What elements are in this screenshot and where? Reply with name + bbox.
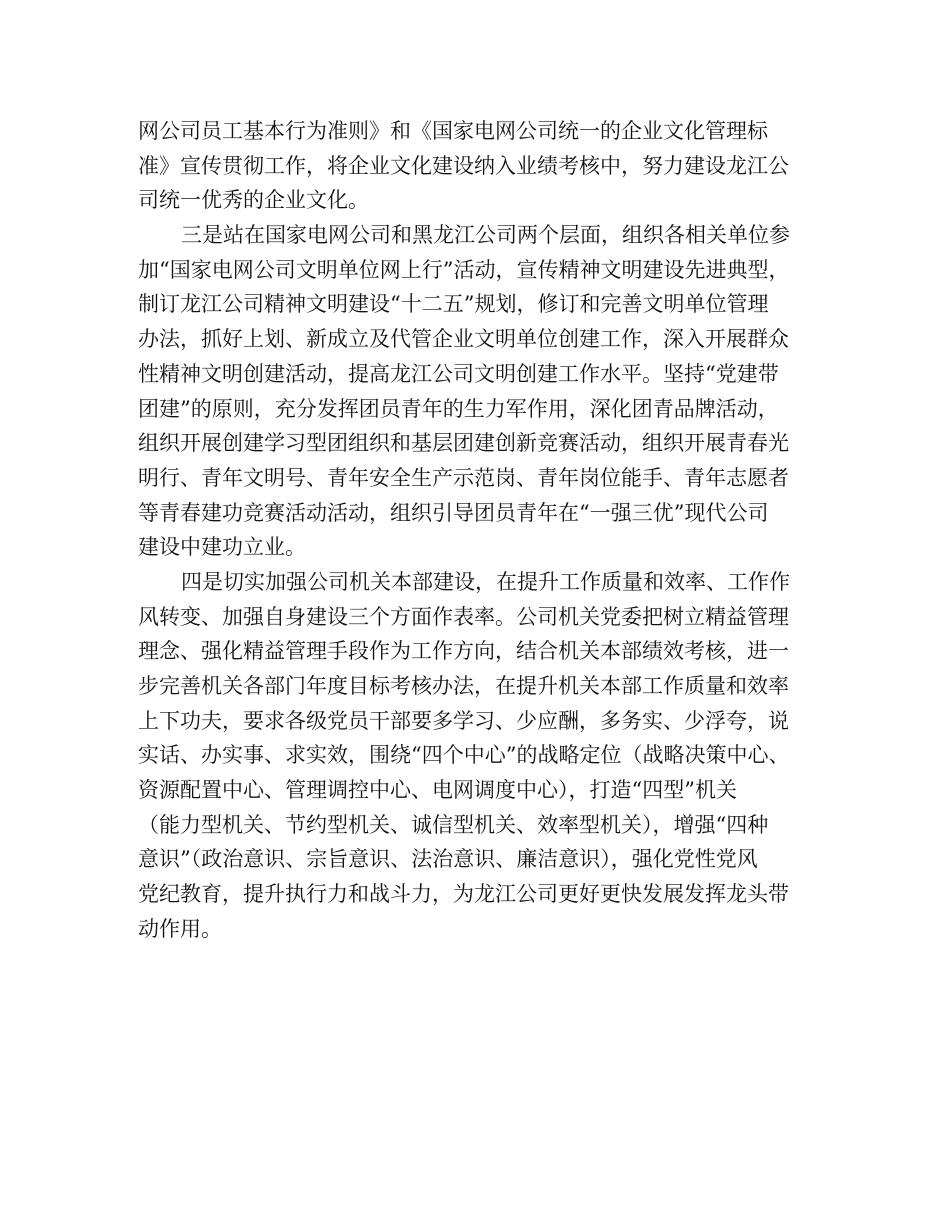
paragraph-2 <box>138 218 828 565</box>
text-line: 准》宣传贯彻工作，将企业文化建设纳入业绩考核中，努力建设龙江公 <box>138 153 789 178</box>
text-line: 等青春建功竞赛活动活动，组织引导团员青年在“一强三优”现代公司 <box>138 500 769 525</box>
text-line: 组织开展创建学习型团组织和基层团建创新竞赛活动，组织开展青春光 <box>138 431 789 456</box>
document-body <box>138 114 828 947</box>
text-line: 意识”（政治意识、宗旨意识、法治意识、廉洁意识），强化党性党风 <box>138 847 758 872</box>
text-line: 明行、青年文明号、青年安全生产示范岗、青年岗位能手、青年志愿者 <box>138 465 789 490</box>
text-line: 动作用。 <box>138 916 222 941</box>
text-line: 四是切实加强公司机关本部建设，在提升工作质量和效率、工作作 <box>181 569 790 594</box>
text-line: 三是站在国家电网公司和黑龙江公司两个层面，组织各相关单位参 <box>181 223 790 248</box>
text-line: 性精神文明创建活动，提高龙江公司文明创建工作水平。坚持“党建带 <box>138 361 779 386</box>
text-line: 建设中建功立业。 <box>138 535 306 560</box>
text-line: 实话、办实事、求实效，围绕“四个中心”的战略定位（战略决策中心、 <box>138 743 790 768</box>
text-line: 团建”的原则，充分发挥团员青年的生力军作用，深化团青品牌活动， <box>138 396 779 421</box>
paragraph-3 <box>138 565 828 947</box>
text-line: 资源配置中心、管理调控中心、电网调度中心），打造“四型”机关 <box>138 778 737 803</box>
text-line: 上下功夫，要求各级党员干部要多学习、少应酬，多务实、少浮夸，说 <box>138 708 789 733</box>
text-line: 步完善机关各部门年度目标考核办法，在提升机关本部工作质量和效率 <box>138 674 789 698</box>
text-line: 加“国家电网公司文明单位网上行”活动，宣传精神文明建设先进典型， <box>138 257 790 282</box>
text-line: 办法，抓好上划、新成立及代管企业文明单位创建工作，深入开展群众 <box>138 327 789 352</box>
text-line: 风转变、加强自身建设三个方面作表率。公司机关党委把树立精益管理 <box>138 604 789 629</box>
paragraph-1 <box>138 114 828 218</box>
text-line: （能力型机关、节约型机关、诚信型机关、效率型机关），增强“四种 <box>138 812 769 837</box>
text-line: 司统一优秀的企业文化。 <box>138 188 369 213</box>
text-line: 制订龙江公司精神文明建设“十二五”规划，修订和完善文明单位管理 <box>138 292 769 317</box>
text-line: 党纪教育，提升执行力和战斗力，为龙江公司更好更快发展发挥龙头带 <box>138 882 789 907</box>
text-line: 理念、强化精益管理手段作为工作方向，结合机关本部绩效考核，进一 <box>138 639 789 664</box>
text-line: 网公司员工基本行为准则》和《国家电网公司统一的企业文化管理标 <box>138 119 768 143</box>
